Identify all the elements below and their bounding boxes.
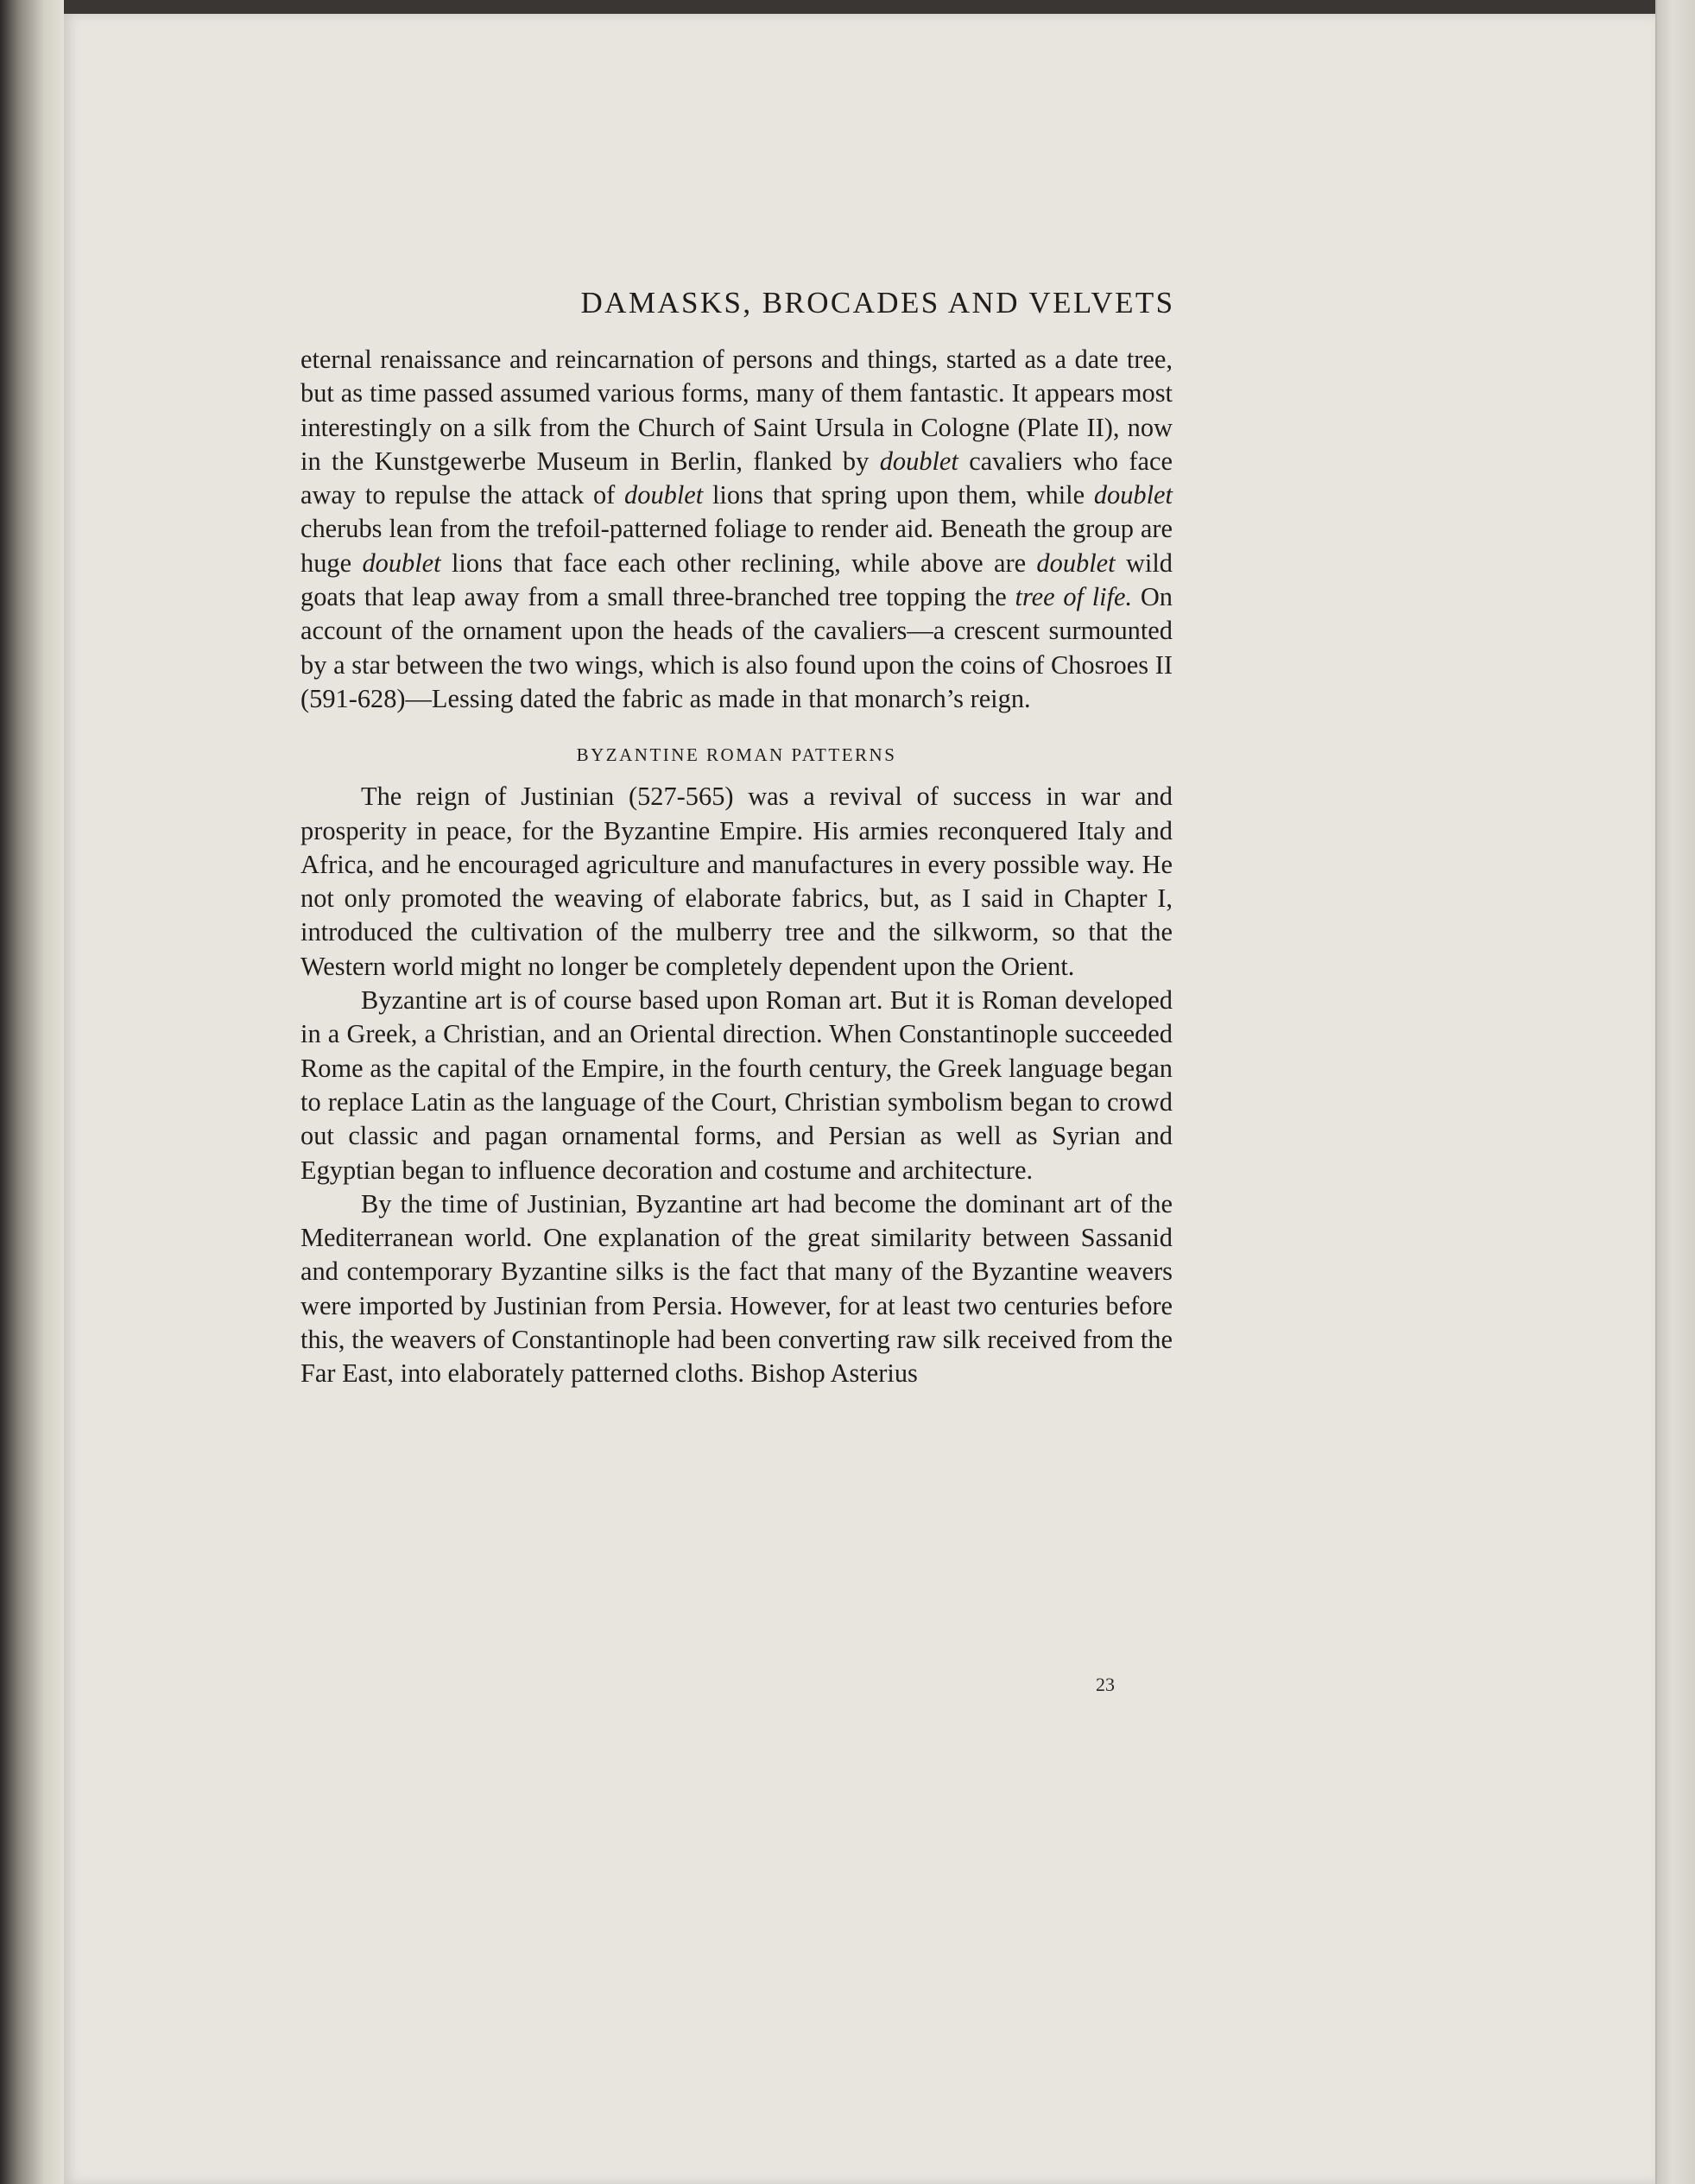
text-run: cherubs lean from the trefoil-patterned foliage to render aid. Beneath the group are huge — [300, 514, 1173, 578]
running-head: DAMASKS, BROCADES AND VELVETS — [580, 286, 1175, 320]
text-run: By the time of Justinian, Byzantine art had become the dominant art of the Mediterranean world. One explanation of the great similarity between Sassanid and contemporary Byzantine silks is the fact that many of the Byzantine weavers were imported by Justinian from Persia. However, for at least two centuries before this, the weavers of Constantinople had been converting raw silk received from the Far East, into elaborately patterned cloths. Bishop Asterius — [300, 1188, 1173, 1389]
italic-term: doublet — [624, 480, 704, 510]
paragraph — [300, 343, 1173, 716]
section-heading: BYZANTINE ROMAN PATTERNS — [576, 744, 897, 766]
italic-term: doublet — [362, 548, 441, 578]
paragraph — [300, 780, 1173, 984]
text-run: lions that face each other reclining, while above are — [440, 548, 1037, 578]
text-run: Byzantine art is of course based upon Roman art. But it is Roman developed in a Greek, a Christian, and an Oriental direction. When Constantinople succeeded Rome as the capital of the Empire, in the fourth century, the Greek language began to replace Latin as the language of the Court, Christian symbolism began to crowd out classic and pagan ornamental forms, and Persian as well as Syrian and Egyptian began to influence decoration and costume and architecture. — [300, 985, 1173, 1185]
italic-term: doublet — [879, 446, 958, 476]
italic-term: tree of life. — [1015, 582, 1133, 612]
body-text — [300, 343, 1173, 1391]
italic-term: doublet — [1036, 548, 1116, 578]
text-run: eternal renaissance and reincarnation of persons and things, started as a date tree, but as time passed assumed various forms, many of them fantastic. It appears most interestingly on a silk from the Church of Saint Ursula in Cologne (Plate II), now in the Kunstgewerbe Museum in Berlin, flanked by — [300, 345, 1173, 476]
text-run: On account of the ornament upon the heads of the cavaliers—a crescent surmounted by a star between the two wings, which is also found upon the coins of Chosroes II (591-628)—Lessing dated the fabric as made in that monarch’s reign. — [300, 582, 1173, 713]
text-run: The reign of Justinian (527-565) was a revival of success in war and prosperity in peace, for the Byzantine Empire. His armies reconquered Italy and Africa, and he encouraged agriculture and manufactures in every possible way. He not only promoted the weaving of elaborate fabrics, but, as I said in Chapter I, introduced the cultivation of the mulberry tree and the silkworm, so that the Western world might no longer be completely dependent upon the Orient. — [300, 782, 1173, 981]
page-number: 23 — [1096, 1674, 1115, 1695]
text-run: wild goats that leap away from a small three-branched tree topping the — [300, 548, 1173, 612]
page-edge — [1655, 0, 1695, 2184]
text-run: cavaliers who face away to repulse the attack of — [300, 446, 1173, 510]
paragraph — [300, 1187, 1173, 1391]
italic-term: doublet — [1093, 480, 1173, 510]
book-spine — [0, 0, 64, 2184]
text-run: lions that spring upon them, while — [703, 480, 1094, 510]
paragraph — [300, 984, 1173, 1187]
